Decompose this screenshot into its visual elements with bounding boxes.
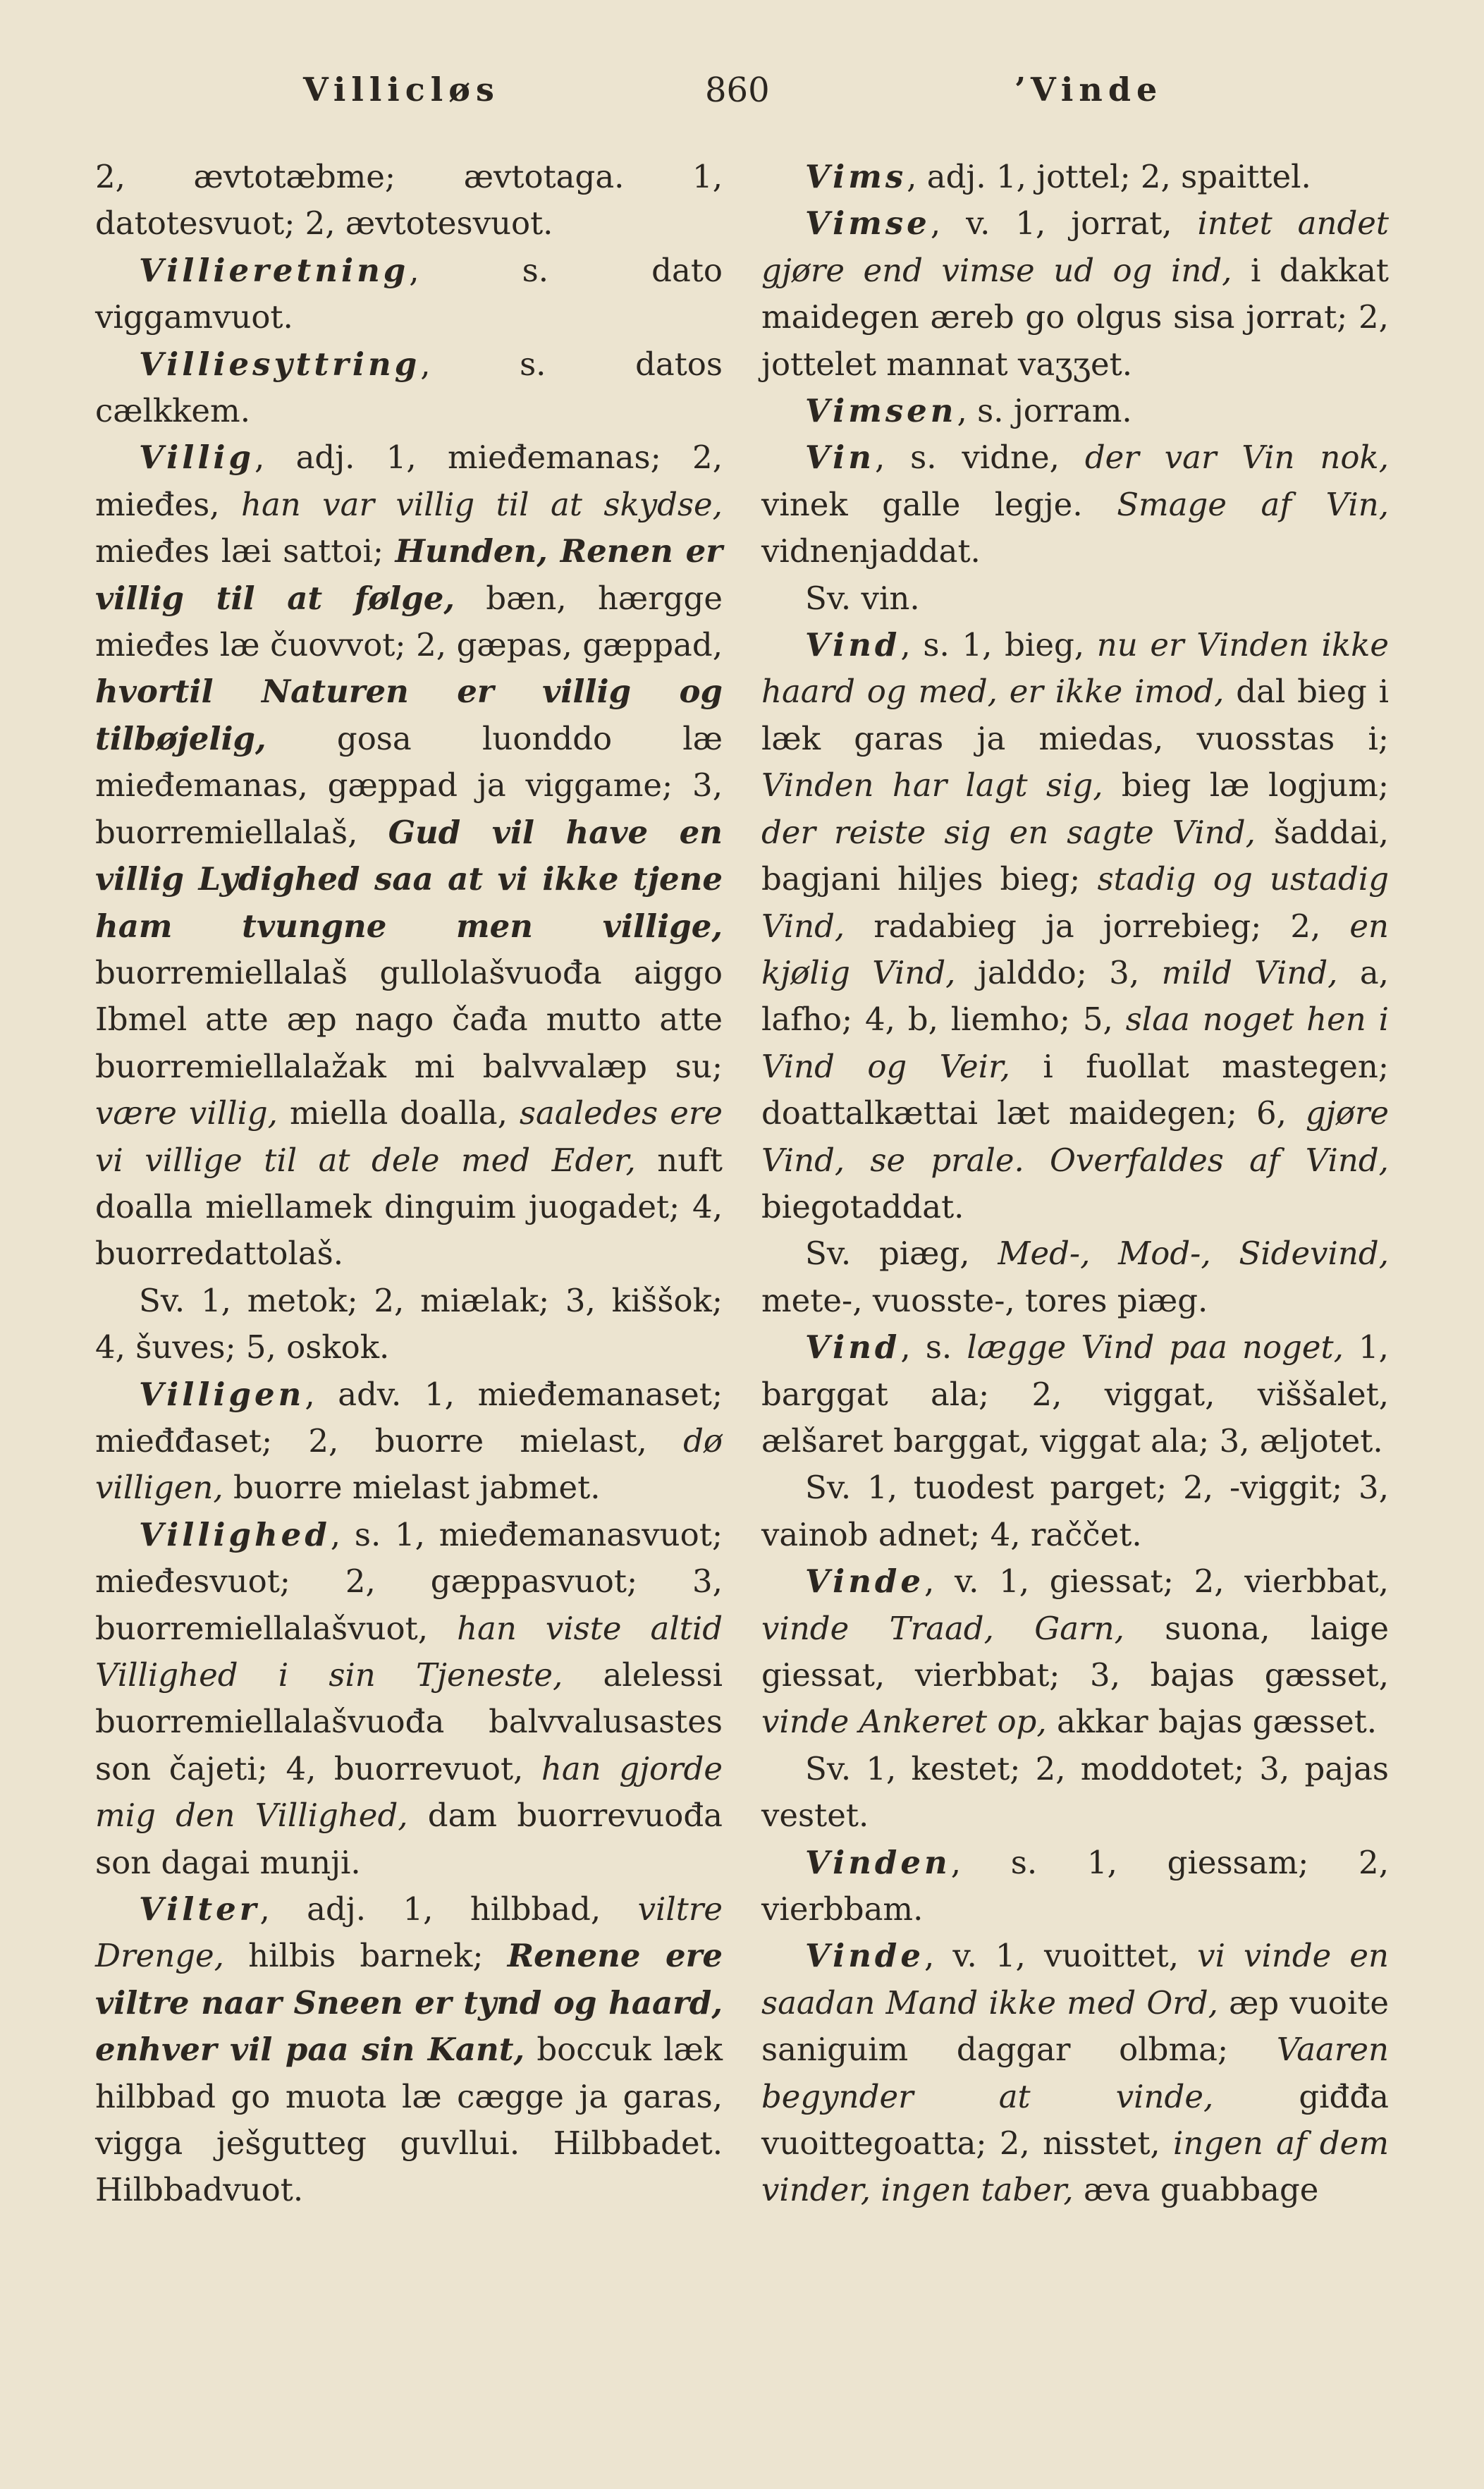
entry-text: , s. 1, bieg,: [900, 626, 1097, 664]
entry-text: , s. vidne,: [874, 439, 1085, 477]
headword: Vimsen: [805, 392, 957, 430]
dictionary-entry: [761, 1324, 1389, 1464]
entry-text: der reiste sig en sagte Vind,: [761, 813, 1256, 851]
dictionary-entry: [761, 1746, 1389, 1840]
entry-text: Vaaren begynder at vinde,: [761, 2031, 1389, 2115]
entry-text: Sv. 1, kestet; 2, moddotet; 3, pajas vestet.: [761, 1749, 1389, 1835]
entry-text: biegotaddat.: [761, 1187, 964, 1225]
entry-text: , v. 1, jorrat,: [930, 204, 1198, 243]
entry-text: miella doalla,: [277, 1094, 520, 1132]
right-column: [761, 154, 1389, 2214]
entry-text: , adv. 1, mieđemanaset; mieđđaset; 2, buorre mielast,: [95, 1375, 723, 1460]
entry-text: Med-, Mod-, Sidevind,: [998, 1235, 1389, 1273]
entry-text: , adj. 1, mieđemanas; 2, mieđes,: [95, 439, 723, 523]
entry-text: dø villigen,: [95, 1421, 723, 1507]
entry-text: i fuollat mastegen; doattalkættai læt maidegen; 6,: [761, 1047, 1390, 1132]
entry-text: vi vinde en saadan Mand ikke med Ord,: [761, 1937, 1389, 2022]
entry-text: Sv. 1, metok; 2, miælak; 3, kiššok; 4, šuves; 5, oskok.: [95, 1281, 723, 1366]
headword: Villieretning: [139, 251, 410, 289]
entry-text: Gud vil have en villig Lydighed saa at vi ikke tjene ham tvungne men villige,: [95, 813, 723, 945]
dictionary-entry: [761, 575, 1389, 622]
entry-text: alelessi buorremiellalašvuođa balvvalusastes son čajeti; 4, buorrevuot,: [95, 1656, 723, 1787]
entry-text: gjøre Vind, se prale.: [761, 1094, 1389, 1179]
dictionary-entry: [761, 622, 1389, 1230]
entry-text: , s. dato viggamvuot.: [95, 251, 723, 336]
entry-text: vinde Traad, Garn,: [761, 1609, 1124, 1647]
headword: Villigen: [139, 1375, 305, 1413]
entry-text: saaledes ere vi villige til at dele med Eder,: [95, 1094, 723, 1179]
dictionary-entry: [95, 434, 723, 1277]
entry-text: æva guabbage: [1073, 2171, 1319, 2209]
entry-text: buorre mielast jabmet.: [223, 1469, 601, 1507]
entry-text: boccuk læk hilbbad go muota læ cægge ja garas, vigga ješgutteg guvllui. Hilbbadet. Hilbbadvuot.: [95, 2031, 723, 2209]
entry-text: 1, barggat ala; 2, viggat, viššalet, ælšaret barggat, viggat ala; 3, æljotet.: [761, 1328, 1389, 1460]
entry-text: suona, laige giessat, vierbbat; 3, bajas gæsset,: [761, 1609, 1389, 1694]
entry-text: , s. 1, giessam; 2, vierbbam.: [761, 1843, 1389, 1928]
entry-text: , s. 1, mieđemanasvuot; mieđesvuot; 2, gæppasvuot; 3, buorremiellalašvuot,: [95, 1515, 723, 1647]
entry-text: der var Vin nok,: [1084, 439, 1389, 477]
dictionary-entry: [761, 1840, 1389, 1933]
headword: Vinde: [805, 1562, 925, 1601]
entry-text: stadig og ustadig Vind,: [761, 860, 1389, 945]
header-last-entry: ʼVinde: [1014, 71, 1163, 109]
entry-text: lægge Vind paa noget,: [967, 1328, 1344, 1366]
entry-text: Sv. 1, tuodest parget; 2, -viggit; 3, vainob adnet; 4, raččet.: [761, 1469, 1389, 1553]
entry-text: , v. 1, giessat; 2, vierbbat,: [924, 1562, 1389, 1601]
dictionary-entry: [761, 200, 1389, 388]
headword: Villiesyttring: [139, 345, 421, 383]
entry-text: Sv. piæg,: [805, 1235, 998, 1273]
headword: Villighed: [139, 1515, 331, 1553]
dictionary-entry: [95, 154, 723, 247]
dictionary-entry: [761, 1558, 1389, 1746]
entry-text: en kjølig Vind,: [761, 907, 1389, 991]
headword: Vin: [805, 439, 875, 477]
entry-text: bæn, hærgge mieđes læ čuovvot; 2, gæpas, gæppad,: [95, 579, 723, 664]
entry-text: [1024, 1142, 1050, 1179]
dictionary-entry: [761, 1933, 1389, 2213]
entry-text: ingen af dem vinder, ingen taber,: [761, 2124, 1389, 2209]
entry-text: bieg læ logjum;: [1103, 766, 1389, 805]
dictionary-entry: [761, 154, 1389, 200]
entry-text: dam buorrevuođa son dagai munji.: [95, 1797, 723, 1881]
entry-text: Hunden, Renen er villig til at følge,: [95, 532, 723, 617]
entry-text: han viste altid Villighed i sin Tjeneste,: [95, 1609, 723, 1694]
entry-text: Renene ere viltre naar Sneen er tynd og haard, enhver vil paa sin Kant,: [95, 1937, 723, 2069]
dictionary-entry: [761, 1230, 1389, 1324]
dictionary-entry: [95, 1278, 723, 1371]
entry-text: vinde Ankeret op,: [761, 1703, 1047, 1741]
entry-text: dal bieg i læk garas ja miedas, vuosstas i;: [761, 673, 1389, 757]
entry-text: , adj. 1, jottel; 2, spaittel.: [907, 158, 1311, 195]
entry-text: akkar bajas gæsset.: [1046, 1703, 1378, 1741]
entry-text: intet andet gjøre end vimse ud og ind,: [761, 204, 1389, 289]
header-first-entry: Villicløs: [303, 71, 500, 109]
entry-text: han var villig til at skydse,: [240, 485, 723, 523]
dictionary-entry: [761, 1464, 1389, 1558]
entry-text: være villig,: [95, 1094, 278, 1132]
entry-text: a, lafho; 4, b, liemho; 5,: [761, 953, 1389, 1039]
entry-text: nu er Vinden ikke haard og med, er ikke imod,: [761, 626, 1390, 711]
entry-text: hvortil Naturen er villig og tilbøjelig,: [95, 673, 723, 757]
entry-text: hilbis barnek;: [223, 1937, 508, 1975]
entry-text: Sv. vin.: [805, 579, 920, 617]
headword: Vilter: [139, 1890, 260, 1928]
entry-text: giđđa vuoittegoatta; 2, nisstet,: [761, 2077, 1389, 2163]
entry-text: 2, ævtotæbme; ævtotaga. 1, datotesvuot; 2, ævtotesvuot.: [95, 158, 723, 243]
entry-text: han gjorde mig den Villighed,: [95, 1749, 723, 1835]
entry-text: Overfaldes af Vind,: [1050, 1141, 1389, 1179]
entry-text: vinek galle legje.: [761, 485, 1117, 523]
headword: Vinden: [805, 1843, 951, 1881]
entry-text: mild Vind,: [1161, 953, 1338, 991]
dictionary-entry: [761, 388, 1389, 434]
entry-text: , v. 1, vuoittet,: [924, 1937, 1198, 1975]
headword: Vimse: [805, 204, 931, 243]
entry-text: gosa luonddo læ mieđemanas, gæppad ja viggame; 3, buorremiellalaš,: [95, 719, 723, 851]
entry-text: mieđes læi sattoi;: [95, 532, 395, 570]
headword: Vind: [805, 1328, 901, 1366]
headword: Villig: [139, 439, 255, 477]
dictionary-entry: [761, 434, 1389, 575]
dictionary-entry: [95, 1512, 723, 1886]
entry-text: vidnenjaddat.: [761, 532, 981, 570]
entry-text: , s. jorram.: [957, 392, 1132, 430]
dictionary-entry: [95, 341, 723, 435]
entry-text: æp vuoite saniguim daggar olbma;: [761, 1983, 1389, 2069]
headword: Vind: [805, 626, 901, 664]
entry-text: radabieg ja jorrebieg; 2,: [845, 907, 1350, 945]
running-header: [0, 71, 1484, 120]
entry-text: jalddo; 3,: [955, 953, 1162, 991]
entry-text: šaddai, bagjani hiljes bieg;: [761, 813, 1389, 898]
entry-text: buorremiellalaš gullolašvuođa aiggo Ibmel atte æp nago čađa mutto atte buorremiellalažak mi balvvalæp su;: [95, 953, 723, 1085]
entry-text: Vinden har lagt sig,: [761, 766, 1103, 805]
headword: Vims: [805, 158, 907, 195]
entry-text: viltre Drenge,: [95, 1890, 723, 1975]
entry-text: slaa noget hen i Vind og Veir,: [761, 1001, 1389, 1085]
entry-text: i dakkat maidegen æreb go olgus sisa jorrat; 2, jottelet mannat vaʒʒet.: [761, 251, 1389, 383]
entry-text: , adj. 1, hilbbad,: [259, 1890, 638, 1928]
entry-text: nuft doalla miellamek dinguim juogadet; 4, buorredattolaš.: [95, 1141, 723, 1273]
dictionary-entry: [95, 1886, 723, 2214]
entry-text: , s. datos cælkkem.: [95, 345, 723, 430]
dictionary-entry: [95, 247, 723, 341]
headword: Vinde: [805, 1937, 925, 1975]
page-number: 860: [705, 71, 770, 110]
entry-text: mete-, vuosste-, tores piæg.: [761, 1281, 1208, 1319]
left-column: [95, 154, 723, 2214]
entry-text: Smage af Vin,: [1117, 485, 1389, 523]
dictionary-entry: [95, 1371, 723, 1512]
entry-text: , s.: [900, 1328, 967, 1366]
